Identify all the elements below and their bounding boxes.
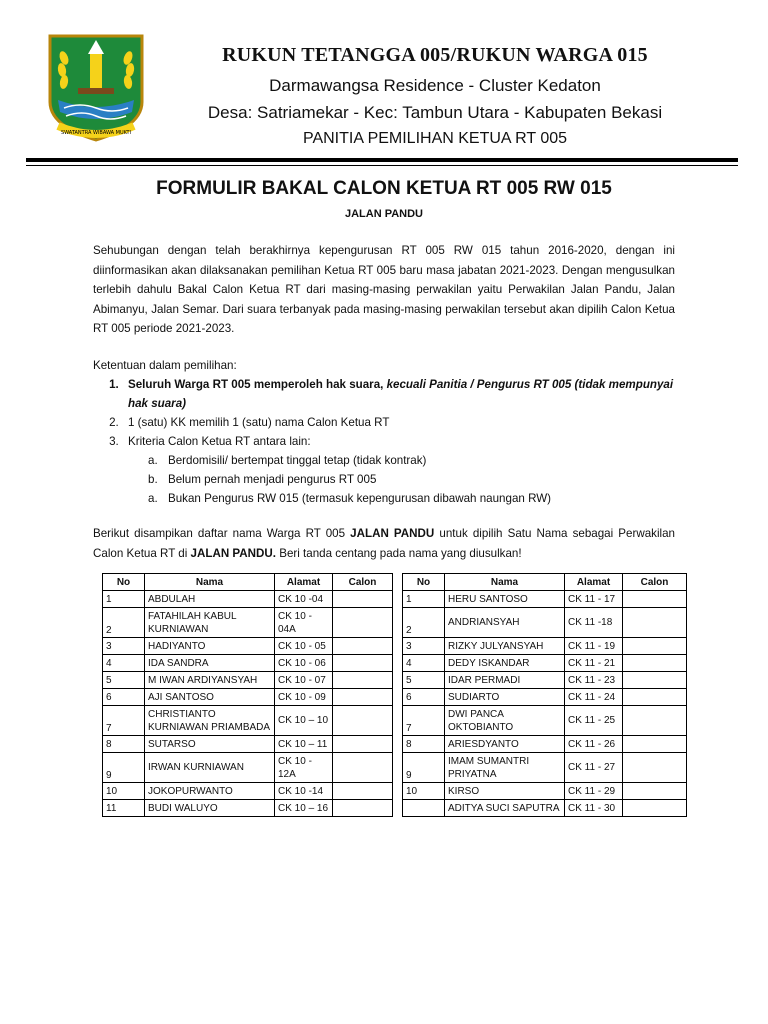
instruction-street: JALAN PANDU. — [190, 547, 276, 560]
cell-no: 2 — [103, 608, 145, 638]
cell-no: 3 — [403, 638, 445, 655]
table-row — [403, 689, 687, 706]
cell-no: 6 — [103, 689, 145, 706]
calon-checkbox-cell[interactable] — [333, 689, 393, 706]
cell-alamat: CK 10 - 09 — [275, 689, 333, 706]
calon-checkbox-cell[interactable] — [333, 655, 393, 672]
criteria-list — [128, 451, 675, 508]
cell-no: 4 — [403, 655, 445, 672]
cell-nama: DEDY ISKANDAR — [445, 655, 565, 672]
cell-nama: ANDRIANSYAH — [445, 608, 565, 638]
table-row — [403, 783, 687, 800]
cell-no: 6 — [403, 689, 445, 706]
calon-checkbox-cell[interactable] — [623, 706, 687, 736]
cell-alamat: CK 11 -18 — [565, 608, 623, 638]
cell-alamat: CK 10 – 11 — [275, 736, 333, 753]
header-calon: Calon — [623, 574, 687, 591]
criteria-marker: a. — [148, 454, 158, 467]
cell-no: 8 — [103, 736, 145, 753]
intro-paragraph: Sehubungan dengan telah berakhirnya kepengurusan RT 005 RW 015 tahun 2016-2020, dengan ini diinformasikan akan dilaksanakan pemilihan Ketua RT 005 baru masa jabatan 2021-2023. Dengan mengusulkan terlebih dahulu Bakal Calon Ketua RT dari masing-masing perwakilan yaitu Perwakilan Jalan Pandu, Jalan Abimanyu, Jalan Semar. Dari suara terbanyak pada masing-masing perwakilan tersebut akan dipilih Calon Ketua RT 005 periode 2021-2023. — [93, 244, 675, 335]
cell-nama: IMAM SUMANTRI PRIYATNA — [445, 753, 565, 783]
calon-checkbox-cell[interactable] — [333, 736, 393, 753]
cell-no: 5 — [403, 672, 445, 689]
calon-checkbox-cell[interactable] — [333, 706, 393, 736]
calon-checkbox-cell[interactable] — [333, 638, 393, 655]
cell-alamat: CK 10 - 06 — [275, 655, 333, 672]
calon-checkbox-cell[interactable] — [333, 672, 393, 689]
cell-alamat: CK 11 - 26 — [565, 736, 623, 753]
cell-alamat: CK 11 - 21 — [565, 655, 623, 672]
cell-alamat: CK 11 - 29 — [565, 783, 623, 800]
table-row — [403, 736, 687, 753]
header-divider-thick — [26, 158, 738, 162]
table-row — [403, 638, 687, 655]
criteria-text: Belum pernah menjadi pengurus RT 005 — [168, 473, 377, 486]
header-alamat: Alamat — [565, 574, 623, 591]
table-row — [403, 655, 687, 672]
table-row — [103, 638, 393, 655]
cell-nama: IDAR PERMADI — [445, 672, 565, 689]
cell-nama: SUDIARTO — [445, 689, 565, 706]
rules-list — [93, 375, 675, 508]
cell-nama: SUTARSO — [145, 736, 275, 753]
cell-nama: CHRISTIANTO KURNIAWAN PRIAMBADA — [145, 706, 275, 736]
table-row — [103, 672, 393, 689]
cell-nama: M IWAN ARDIYANSYAH — [145, 672, 275, 689]
cell-no: 10 — [103, 783, 145, 800]
calon-checkbox-cell[interactable] — [333, 800, 393, 817]
cell-nama: DWI PANCA OKTOBIANTO — [445, 706, 565, 736]
table-header-row — [403, 574, 687, 591]
cell-nama: HERU SANTOSO — [445, 591, 565, 608]
calon-checkbox-cell[interactable] — [623, 736, 687, 753]
cell-alamat: CK 10 -14 — [275, 783, 333, 800]
kabupaten-bekasi-emblem-logo — [44, 30, 148, 142]
table-row — [103, 689, 393, 706]
form-subtitle: JALAN PANDU — [344, 208, 424, 220]
form-title: FORMULIR BAKAL CALON KETUA RT 005 RW 015 — [156, 178, 612, 199]
cell-nama: AJI SANTOSO — [145, 689, 275, 706]
cell-no: 4 — [103, 655, 145, 672]
table-row — [103, 783, 393, 800]
cell-nama: RIZKY JULYANSYAH — [445, 638, 565, 655]
table-row — [103, 655, 393, 672]
instruction-paragraph — [93, 524, 675, 564]
committee-name: PANITIA PEMILIHAN KETUA RT 005 — [302, 130, 568, 147]
cell-nama: BUDI WALUYO — [145, 800, 275, 817]
cell-alamat: CK 10 - 12A — [275, 753, 333, 783]
rule-item-2: 2. 1 (satu) KK memilih 1 (satu) nama Calon Ketua RT — [122, 413, 675, 432]
cell-no: 7 — [103, 706, 145, 736]
cell-nama: IDA SANDRA — [145, 655, 275, 672]
cell-no: 9 — [103, 753, 145, 783]
criteria-marker: a. — [148, 492, 158, 505]
cell-no: 11 — [103, 800, 145, 817]
calon-checkbox-cell[interactable] — [333, 753, 393, 783]
table-row — [403, 608, 687, 638]
candidate-table-right — [402, 573, 687, 817]
rule-item-3 — [122, 432, 675, 508]
cell-alamat: CK 11 - 23 — [565, 672, 623, 689]
cell-no: 1 — [103, 591, 145, 608]
cell-nama: IRWAN KURNIAWAN — [145, 753, 275, 783]
residence-name: Darmawangsa Residence - Cluster Kedaton — [269, 76, 601, 95]
calon-checkbox-cell[interactable] — [623, 638, 687, 655]
criteria-item — [148, 470, 675, 489]
cell-no: 9 — [403, 753, 445, 783]
cell-alamat: CK 10 - 04A — [275, 608, 333, 638]
table-row — [403, 706, 687, 736]
cell-alamat: CK 10 - 07 — [275, 672, 333, 689]
calon-checkbox-cell[interactable] — [623, 753, 687, 783]
election-rules — [93, 356, 675, 508]
table-row — [403, 753, 687, 783]
instruction-street: JALAN PANDU — [350, 527, 435, 540]
rule-item-1-text: Seluruh Warga RT 005 memperoleh hak suara, — [128, 378, 387, 391]
address-line: Desa: Satriamekar - Kec: Tambun Utara - Kabupaten Bekasi — [207, 103, 663, 122]
table-row — [103, 800, 393, 817]
criteria-text: Bukan Pengurus RW 015 (termasuk kepengurusan dibawah naungan RW) — [168, 492, 552, 505]
table-row — [103, 753, 393, 783]
calon-checkbox-cell[interactable] — [333, 783, 393, 800]
instruction-text: untuk dipilih Satu Nama sebagai Perwakilan Calon Ketua RT di — [93, 527, 675, 560]
cell-alamat: CK 10 – 10 — [275, 706, 333, 736]
cell-nama: HADIYANTO — [145, 638, 275, 655]
cell-nama: ABDULAH — [145, 591, 275, 608]
cell-alamat: CK 10 – 16 — [275, 800, 333, 817]
cell-alamat: CK 11 - 19 — [565, 638, 623, 655]
table-row — [103, 608, 393, 638]
cell-no: 8 — [403, 736, 445, 753]
calon-checkbox-cell[interactable] — [333, 608, 393, 638]
organization-title: RUKUN TETANGGA 005/RUKUN WARGA 015 — [222, 44, 648, 66]
cell-nama: ARIESDYANTO — [445, 736, 565, 753]
header-nama: Nama — [145, 574, 275, 591]
cell-alamat: CK 10 - 05 — [275, 638, 333, 655]
table-row — [103, 706, 393, 736]
criteria-text: Berdomisili/ bertempat tinggal tetap (tidak kontrak) — [168, 454, 427, 467]
table-row — [403, 672, 687, 689]
cell-alamat: CK 11 - 30 — [565, 800, 623, 817]
header-no: No — [103, 574, 145, 591]
calon-checkbox-cell[interactable] — [623, 591, 687, 608]
cell-alamat: CK 11 - 24 — [565, 689, 623, 706]
rule-item-3-text: Kriteria Calon Ketua RT antara lain: — [128, 435, 311, 448]
instruction-text: Berikut disampikan daftar nama Warga RT 005 — [93, 527, 351, 540]
cell-nama: KIRSO — [445, 783, 565, 800]
header-alamat: Alamat — [275, 574, 333, 591]
cell-nama: FATAHILAH KABUL KURNIAWAN — [145, 608, 275, 638]
cell-no: 2 — [403, 608, 445, 638]
table-row — [403, 591, 687, 608]
rules-heading: Ketentuan dalam pemilihan: — [93, 359, 237, 372]
criteria-marker: b. — [148, 473, 158, 486]
instruction-text: Beri tanda centang pada nama yang diusulkan! — [276, 547, 522, 560]
candidate-table-left — [102, 573, 393, 817]
table-row — [103, 736, 393, 753]
calon-checkbox-cell[interactable] — [333, 591, 393, 608]
table-row — [103, 591, 393, 608]
table-header-row — [103, 574, 393, 591]
rule-item-1 — [122, 375, 675, 413]
calon-checkbox-cell[interactable] — [623, 672, 687, 689]
cell-nama: JOKOPURWANTO — [145, 783, 275, 800]
calon-checkbox-cell[interactable] — [623, 689, 687, 706]
header-no: No — [403, 574, 445, 591]
cell-no: 3 — [103, 638, 145, 655]
criteria-item — [148, 489, 675, 508]
calon-checkbox-cell[interactable] — [623, 608, 687, 638]
cell-no: 1 — [403, 591, 445, 608]
criteria-item — [148, 451, 675, 470]
cell-no: 10 — [403, 783, 445, 800]
cell-alamat: CK 10 -04 — [275, 591, 333, 608]
cell-no: 5 — [103, 672, 145, 689]
emblem-motto: SWATANTRA WIBAWA MUKTI — [60, 130, 132, 136]
table-row — [403, 800, 687, 817]
rule-item-1-exception: kecuali Panitia / Pengurus RT 005 (tidak mempunyai hak suara) — [128, 378, 674, 410]
cell-no — [403, 800, 445, 817]
header-nama: Nama — [445, 574, 565, 591]
cell-alamat: CK 11 - 27 — [565, 753, 623, 783]
cell-alamat: CK 11 - 17 — [565, 591, 623, 608]
calon-checkbox-cell[interactable] — [623, 783, 687, 800]
calon-checkbox-cell[interactable] — [623, 655, 687, 672]
header-calon: Calon — [333, 574, 393, 591]
cell-alamat: CK 11 - 25 — [565, 706, 623, 736]
calon-checkbox-cell[interactable] — [623, 800, 687, 817]
cell-nama: ADITYA SUCI SAPUTRA — [445, 800, 565, 817]
cell-no: 7 — [403, 706, 445, 736]
header-divider-thin — [26, 165, 738, 166]
